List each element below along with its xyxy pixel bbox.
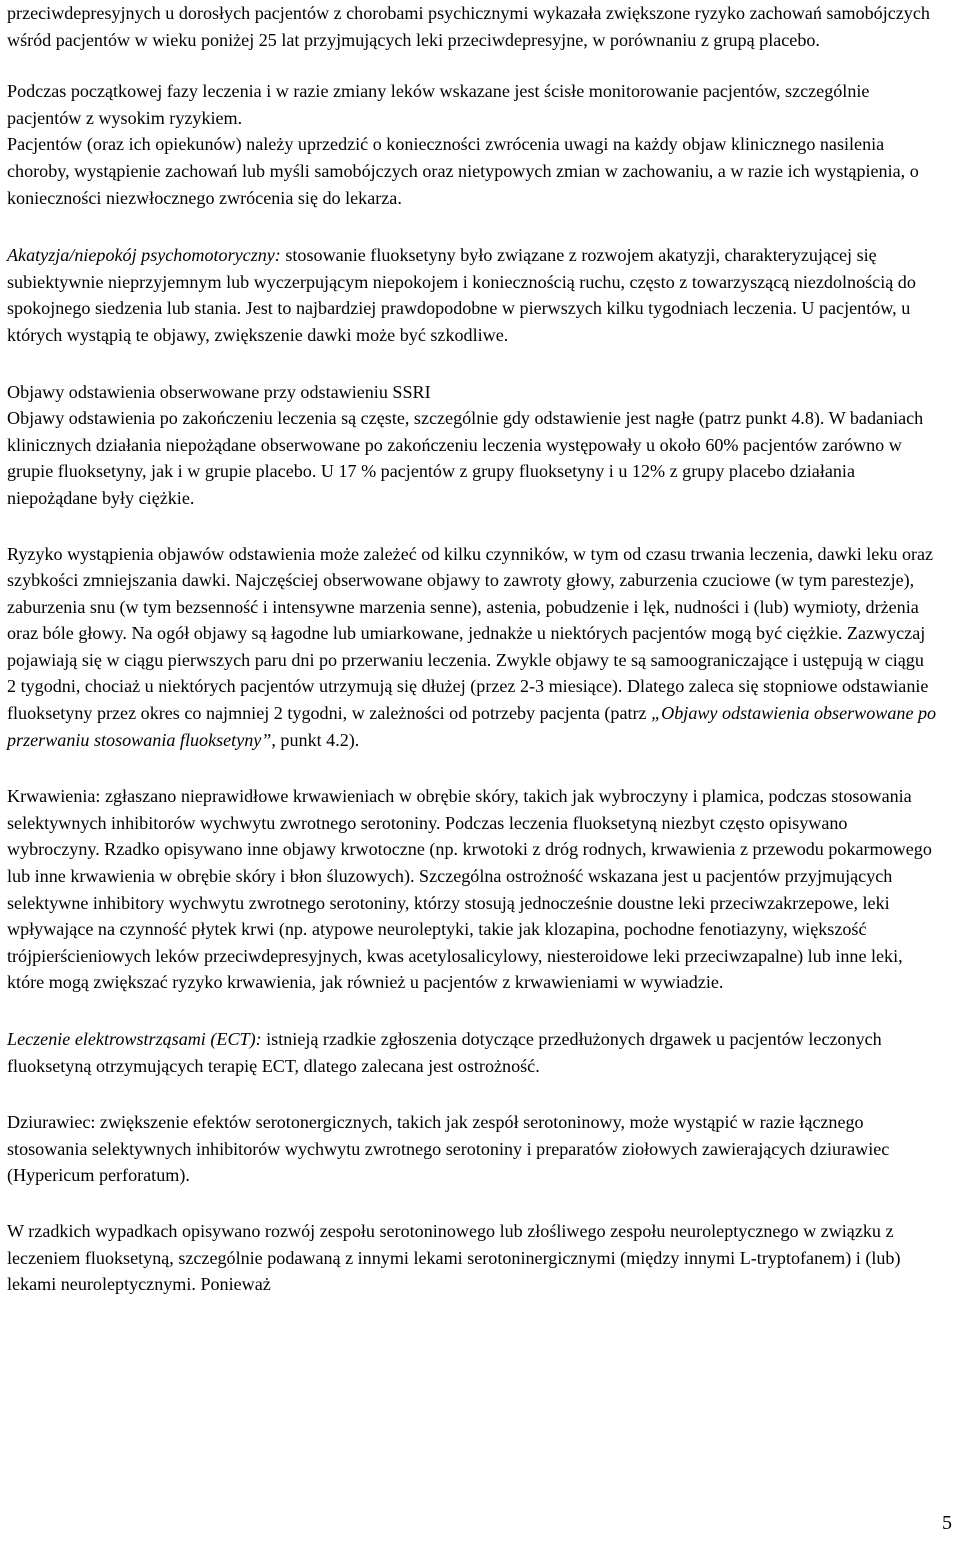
- paragraph-akatyzja: [7, 242, 937, 348]
- akatyzja-heading: Akatyzja/niepokój psychomotoryczny:: [7, 245, 281, 266]
- paragraph-hypericum: Dziurawiec: zwiększenie efektów serotonergicznych, takich jak zespół serotoninowy, może wystąpić w razie łącznego stosowania selektywnych inhibitorów wychwytu zwrotnego serotoniny i preparatów ziołowych zawierających dziurawiec (Hypericum perforatum).: [7, 1112, 890, 1186]
- paragraph-bleeding: Krwawienia: zgłaszano nieprawidłowe krwawieniach w obrębie skóry, takich jak wybroczyny i plamica, podczas stosowania selektywnych inhibitorów wychwytu zwrotnego serotoniny. Podczas leczenia fluoksetyną niezbyt często opisywano wybroczyny. Rzadko opisywano inne objawy krwotoczne (np. krwotoki z dróg rodnych, krwawienia z przewodu pokarmowego lub inne krwawienia w obrębie skóry i błon śluzowych). Szczególna ostrożność wskazana jest u pacjentów przyjmujących selektywne inhibitory wychwytu zwrotnego serotoniny, którzy stosują jednocześnie doustne leki przeciwzakrzepowe, leki wpływające na czynność płytek krwi (np. atypowe neuroleptyki, takie jak klozapina, pochodne fenotiazyny, większość trójpierścieniowych leków przeciwdepresyjnych, kwas acetylosalicylowy, niesteroidowe leki przeciwzapalne) lub inne leki, które mogą zwiększać ryzyko krwawienia, jak również u pacjentów z krwawieniami w wywiadzie.: [7, 786, 932, 993]
- paragraph-suicide-intro: przeciwdepresyjnych u dorosłych pacjentów z chorobami psychicznymi wykazała zwiększone ryzyko zachowań samobójczych wśród pacjentów w wieku poniżej 25 lat przyjmujących leki przeciwdepresyjne, w porównaniu z grupą placebo.: [7, 3, 930, 50]
- paragraph-serotonin-syndrome: W rzadkich wypadkach opisywano rozwój zespołu serotoninowego lub złośliwego zespołu neuroleptycznego w związku z leczeniem fluoksetyną, szczególnie podawaną z innymi lekami serotoninergicznymi (między innymi L-tryptofanem) i (lub) lekami neuroleptycznymi. Ponieważ: [7, 1220, 901, 1295]
- page-number: 5: [942, 1512, 952, 1534]
- akatyzja-text: stosowanie fluoksetyny było związane z rozwojem akatyzji, charakteryzującej się subiektywnie nieprzyjemnym lub wyczerpującym niepokojem i koniecznością ruchu, często z towarzyszącą niezdolnością do spokojnego siedzenia lub stania. Jest to najbardziej prawdopodobne w pierwszych kilku tygodniach leczenia. U pacjentów, u których wystąpią te objawy, zwiększenie dawki może być szkodliwe.: [7, 245, 916, 345]
- withdrawal-heading: Objawy odstawienia obserwowane przy odstawieniu SSRI: [7, 381, 431, 402]
- risk-reference-tail: , punkt 4.2).: [271, 729, 360, 750]
- ect-text: istnieją rzadkie zgłoszenia dotyczące przedłużonych drgawek u pacjentów leczonych fluoksetyną otrzymujących terapię ECT, dlatego zalecana jest ostrożność.: [7, 1029, 882, 1076]
- document-page: [7, 0, 937, 1323]
- paragraph-withdrawal: Objawy odstawienia po zakończeniu leczenia są częste, szczególnie gdy odstawienie jest nagłe (patrz punkt 4.8). W badaniach klinicznych działania niepożądane obserwowane po zakończeniu leczenia występowały u około 60% pacjentów zarówno w grupie fluoksetyny, jak i w grupie placebo. U 17 % pacjentów z grupy fluoksetyny i u 12% z grupy placebo działania niepożądane były ciężkie.: [7, 408, 924, 508]
- risk-text: Ryzyko wystąpienia objawów odstawienia może zależeć od kilku czynników, w tym od czasu trwania leczenia, dawki leku oraz szybkości zmniejszania dawki. Najczęściej obserwowane objawy to zawroty głowy, zaburzenia czuciowe (w tym parestezje), zaburzenia snu (w tym bezsenność i intensywne marzenia senne), astenia, pobudzenie i lęk, nudności i (lub) wymioty, drżenia oraz bóle głowy. Na ogół objawy są łagodne lub umiarkowane, jednakże u niektórych pacjentów mogą być ciężkie. Zazwyczaj pojawiają się w ciągu pierwszych paru dni po przerwaniu leczenia. Zwykle objawy te są samoograniczające i ustępują w ciągu 2 tygodni, chociaż u niektórych pacjentów utrzymują się dłużej (przez 2-3 miesiące). Dlatego zaleca się stopniowe odstawianie fluoksetyny przez okres co najmniej 2 tygodni, w zależności od potrzeby pacjenta (patrz: [7, 543, 934, 724]
- paragraph-monitoring: Podczas początkowej fazy leczenia i w razie zmiany leków wskazane jest ścisłe monitorowanie pacjentów, szczególnie pacjentów z wysokim ryzykiem.: [7, 81, 870, 128]
- ect-heading: Leczenie elektrowstrząsami (ECT):: [7, 1029, 262, 1049]
- paragraph-patient-warning: Pacjentów (oraz ich opiekunów) należy uprzedzić o konieczności zwrócenia uwagi na każdy objaw klinicznego nasilenia choroby, wystąpienie zachowań lub myśli samobójczych oraz nietypowych zmian w zachowaniu, a w razie ich wystąpienia, o konieczności niezwłocznego zwrócenia się do lekarza.: [7, 134, 919, 208]
- paragraph-withdrawal-risk: [7, 541, 937, 754]
- paragraph-ect: [7, 1026, 937, 1079]
- risk-reference: „Objawy odstawienia obserwowane po przerwaniu stosowania fluoksetyny”: [7, 703, 937, 750]
